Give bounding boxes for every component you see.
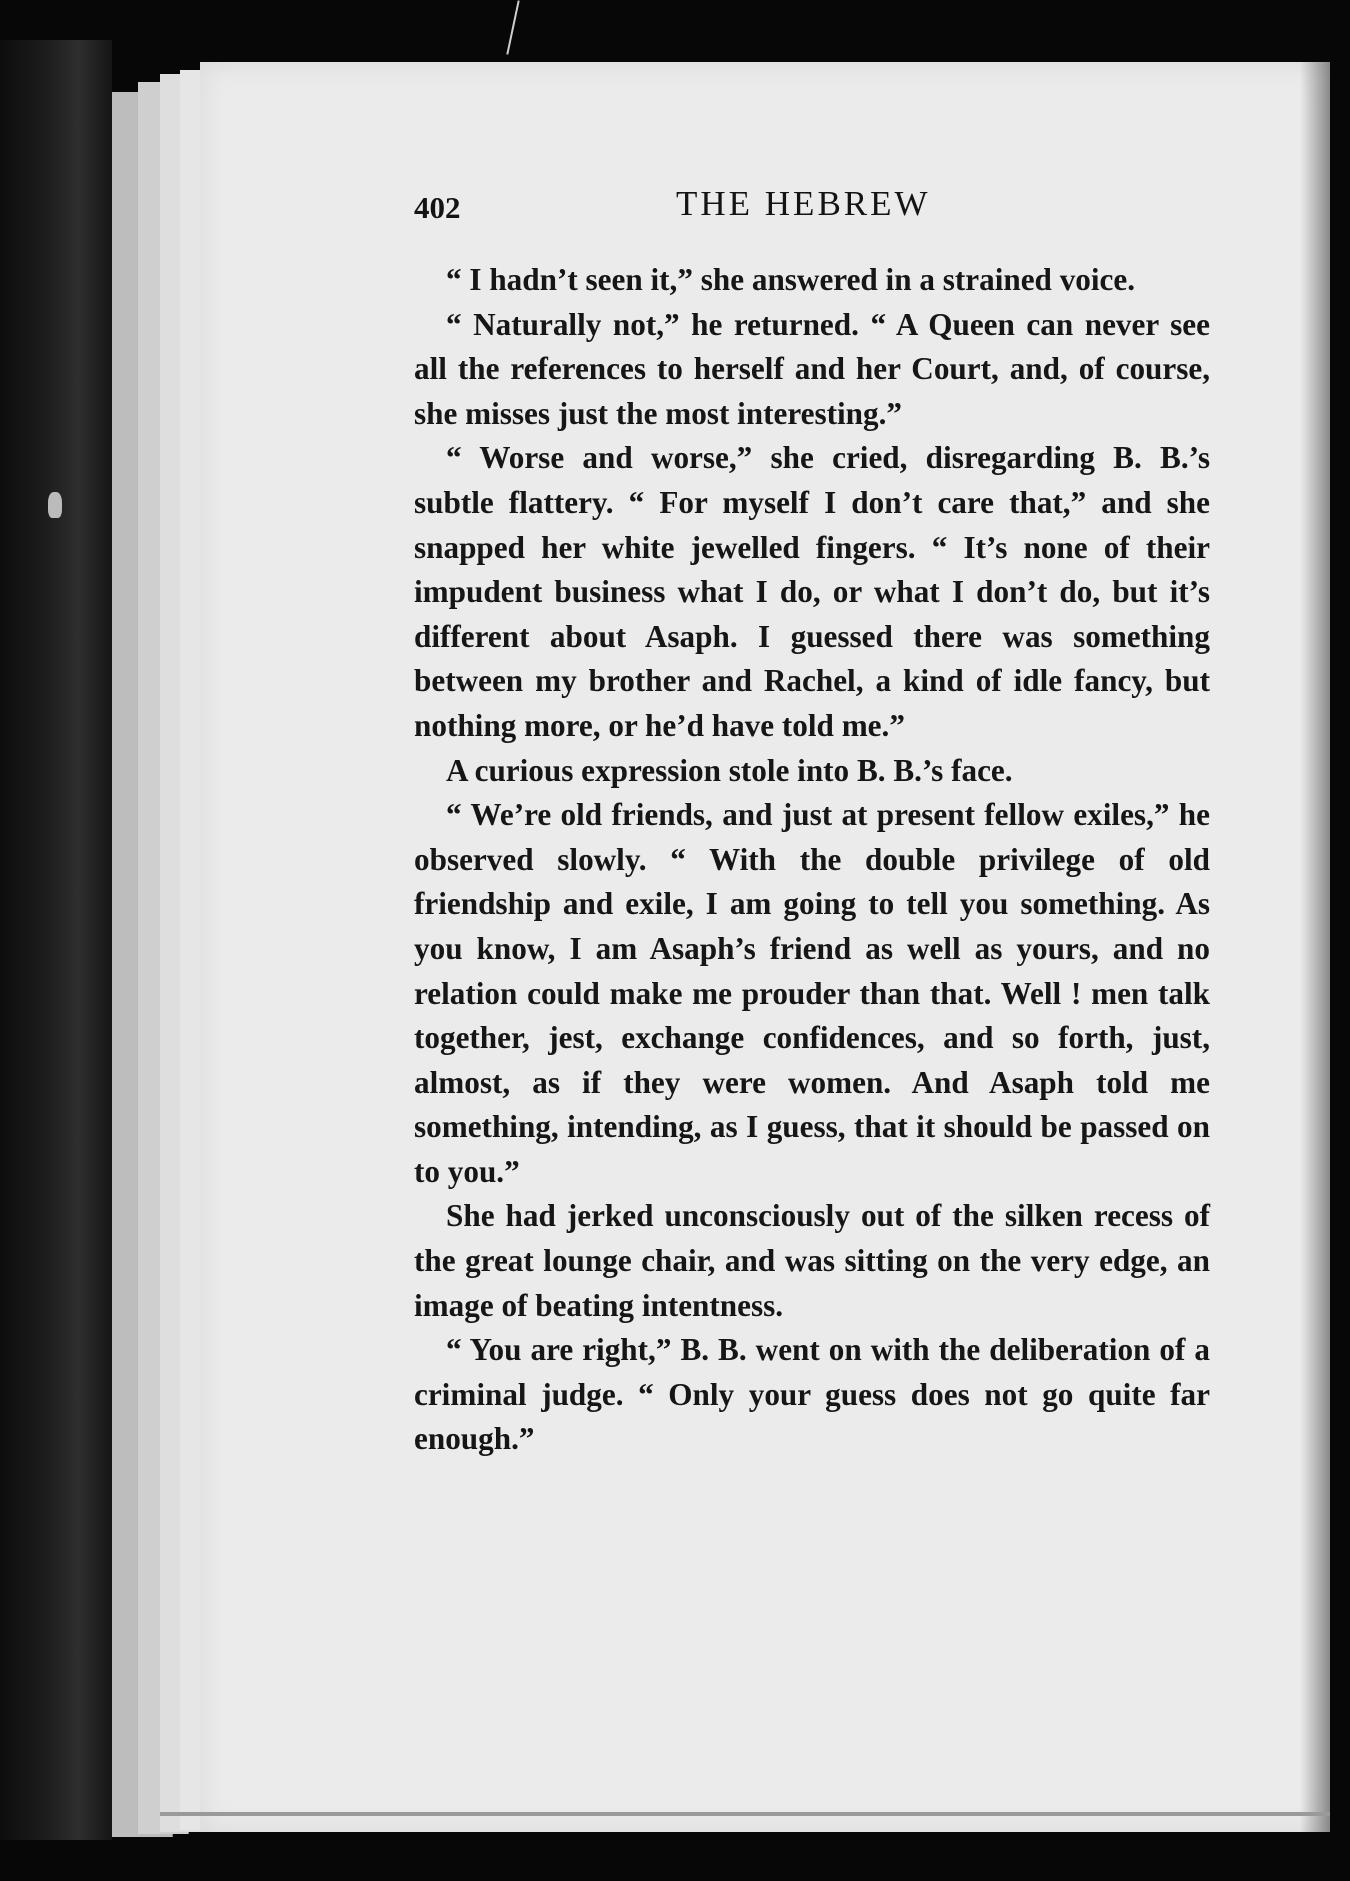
paragraph: A curious expression stole into B. B.’s face. — [446, 752, 1013, 788]
paragraph: “ You are right,” B. B. went on with the deliberation of a criminal judge. “ Only your guess does not go quite far enough.” — [414, 1332, 1210, 1457]
page-bottom-edge — [160, 1812, 1330, 1816]
paragraph: “ Naturally not,” he returned. “ A Queen can never see all the references to herself and her Court, and, of course, she misses just the most interesting.” — [414, 306, 1210, 431]
book-binding — [0, 40, 112, 1840]
page-edge-mark — [506, 0, 519, 54]
page-number: 402 — [414, 190, 461, 225]
paragraph: “ We’re old friends, and just at present fellow exiles,” he observed slowly. “ With the double privilege of old friendship and exile, I am going to tell you something. As you know, I am Asaph’s friend as well as yours, and no relation could make me prouder than that. Well ! men talk together, jest, exchange confidences, and so forth, just, almost, as if they were women. And Asaph told me something, intending, as I guess, that it should be passed on to you.” — [414, 797, 1210, 1189]
page-header — [414, 184, 1014, 234]
binding-mark — [48, 492, 62, 518]
paragraph: “ I hadn’t seen it,” she answered in a strained voice. — [446, 262, 1136, 297]
paragraph: “ Worse and worse,” she cried, disregarding B. B.’s subtle flattery. “ For myself I don’t care that,” and she snapped her white jewelled fingers. “ It’s none of their impudent business what I do, or what I don’t do, but it’s different about Asaph. I guessed there was something between my brother and Rachel, a kind of idle fancy, but nothing more, or he’d have told me.” — [414, 440, 1210, 743]
running-head: THE HEBREW — [676, 184, 931, 223]
paragraph: She had jerked unconsciously out of the silken recess of the great lounge chair, and was sitting on the very edge, an image of beating intentness. — [414, 1198, 1210, 1323]
body-text — [414, 258, 1210, 1462]
page-gutter-shadow — [1300, 62, 1330, 1832]
